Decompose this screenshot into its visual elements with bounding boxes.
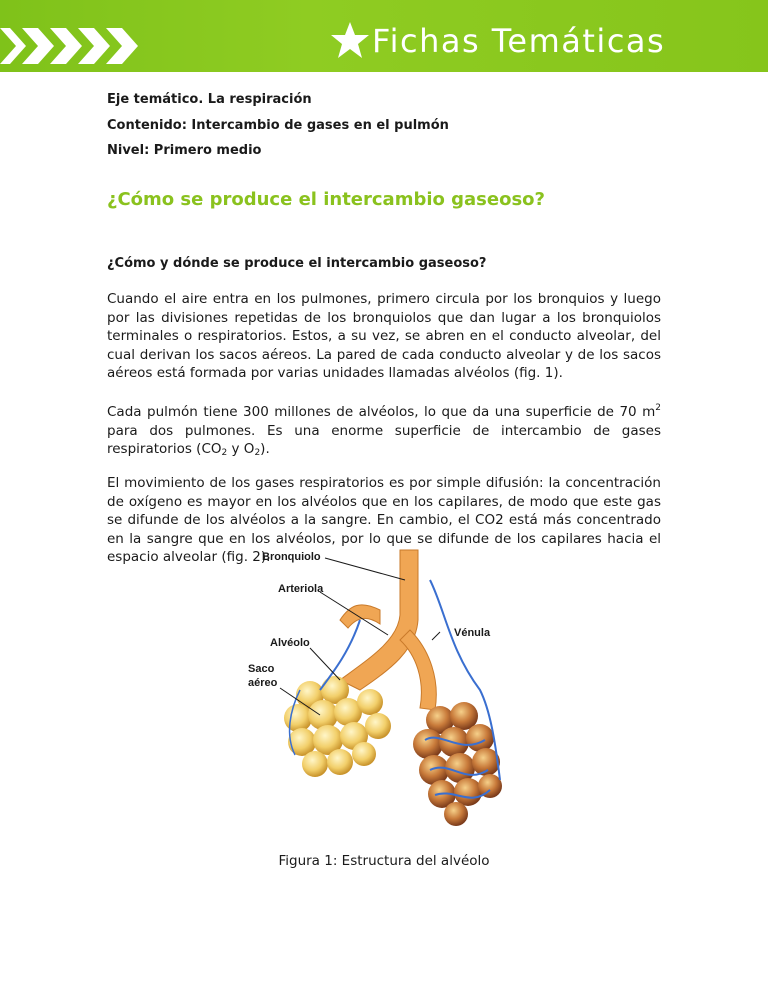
page-title: ¿Cómo se produce el intercambio gaseoso? bbox=[107, 189, 545, 210]
capillary-cluster bbox=[413, 702, 502, 826]
star-icon bbox=[330, 20, 370, 60]
subscript-o2: 2 bbox=[254, 448, 261, 458]
label-alveolo: Alvéolo bbox=[270, 637, 310, 649]
superscript-2: 2 bbox=[655, 403, 661, 413]
nivel: Nivel: Primero medio bbox=[107, 143, 262, 158]
eje-tematico: Eje temático. La respiración bbox=[107, 92, 312, 107]
header-banner bbox=[0, 0, 768, 72]
alveolus-figure bbox=[240, 540, 530, 840]
paragraph-2-d: ). bbox=[260, 441, 270, 457]
label-arteriola: Arteriola bbox=[278, 583, 324, 595]
paragraph-2-c: y O bbox=[227, 441, 255, 457]
label-aereo: aéreo bbox=[248, 677, 278, 689]
figure-caption: Figura 1: Estructura del alvéolo bbox=[278, 853, 490, 869]
contenido: Contenido: Intercambio de gases en el pulmón bbox=[107, 118, 449, 133]
label-bronquiolo: Bronquiolo bbox=[262, 551, 321, 563]
paragraph-1: Cuando el aire entra en los pulmones, primero circula por los bronquios y luego por las divisiones repetidas de los bronquiolos que dan lugar a los bronquiolos terminales o respiratorios. Estos, a su vez, se abren en el conducto alveolar, del cual derivan los sacos aéreos. La pared de cada conducto alveolar y de los sacos aéreos está formada por varias unidades llamadas alvéolos (fig. 1). bbox=[107, 291, 661, 381]
paragraph-2 bbox=[107, 399, 661, 463]
paragraph-3: El movimiento de los gases respiratorios es por simple difusión: la concentración de oxígeno es mayor en los alvéolos que en los capilares, de modo que este gas se difunde de los alvéolos a la sangre. En cambio, el CO2 está más concentrado en la sangre que en los alvéolos, por lo que se difunde de los capilares hacia el espacio alveolar (fig. 2). bbox=[107, 475, 661, 565]
brand-title: Fichas Temáticas bbox=[372, 22, 666, 60]
paragraph-2-b: para dos pulmones. Es una enorme superficie de intercambio de gases respiratorios (CO bbox=[107, 422, 661, 457]
section-heading: ¿Cómo y dónde se produce el intercambio gaseoso? bbox=[107, 256, 487, 271]
label-saco: Saco bbox=[248, 663, 275, 675]
subscript-co2: 2 bbox=[221, 448, 228, 458]
paragraph-2-a: Cada pulmón tiene 300 millones de alvéolos, lo que da una superficie de 70 m bbox=[107, 404, 656, 420]
label-venula: Vénula bbox=[454, 627, 491, 639]
chevron-right-icon bbox=[0, 0, 330, 72]
